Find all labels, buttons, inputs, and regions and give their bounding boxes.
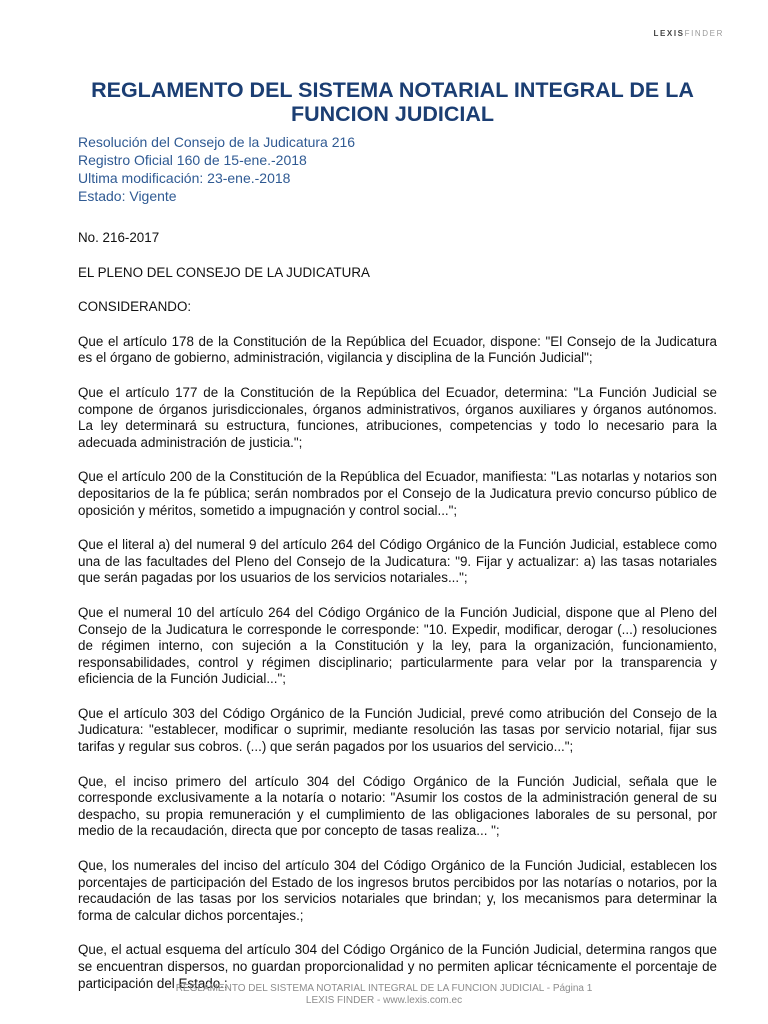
logo-bold-text: LEXIS (653, 29, 685, 38)
paragraph: Que el literal a) del numeral 9 del artículo 264 del Código Orgánico de la Función Judicial, establece como una de las facultades del Pleno del Consejo de la Judicatura: "9. Fijar y actualizar: a) las tasas notariales que serán pagadas por los usuarios de los servicios notariales..."; (78, 537, 717, 586)
paragraph: Que el artículo 200 de la Constitución de la República del Ecuador, manifiesta: "Las notarlas y notarios son depositarios de la fe pública; serán nombrados por el Consejo de la Judicatura previo concurso público de oposición y méritos, sometido a impugnación y control social..."; (78, 469, 717, 518)
considerando-heading: CONSIDERANDO: (78, 299, 192, 315)
paragraph: Que, el actual esquema del artículo 304 del Código Orgánico de la Función Judicial, determina rangos que se encuentran dispersos, no guardan proporcionalidad y no permiten aplicar técnicamente el porcentaje de participación del Estado.; (78, 942, 717, 991)
paragraph: Que el numeral 10 del artículo 264 del Código Orgánico de la Función Judicial, dispone que al Pleno del Consejo de la Judicatura le corresponde le corresponde: "10. Expedir, modificar, derogar (...) resoluciones de régimen interno, con sujeción a la Constitución y la ley, para la organización, funcionamiento, responsabilidades, control y régimen disciplinario; particularmente para velar por la transparencia y eficiencia de la Función Judicial..."; (78, 604, 717, 687)
document-body (78, 230, 717, 1010)
meta-registro-oficial: Registro Oficial 160 de 15-ene.-2018 (78, 152, 307, 168)
logo-light-text: FINDER (684, 29, 724, 38)
paragraph: Que el artículo 303 del Código Orgánico de la Función Judicial, prevé como atribución del Consejo de la Judicatura: "establecer, modificar o suprimir, mediante resolución las tasas por servicio notarial, fijar sus tarifas y regular sus cobros. (...) que serán pagados por los usuarios del servicio..."; (78, 705, 717, 755)
resolution-number: No. 216-2017 (78, 230, 160, 245)
page-footer (0, 983, 768, 1007)
meta-resolution: Resolución del Consejo de la Judicatura 216 (78, 134, 356, 150)
paragraph: Que, los numerales del inciso del artículo 304 del Código Orgánico de la Función Judicial, establecen los porcentajes de participación del Estado de los ingresos brutos percibidos por las notarías o notarios, por la recaudación de las tasas por los servicios notariales que brindan; y, los mecanismos para determinar la forma de calcular dichos porcentajes.; (78, 858, 717, 923)
lexis-finder-logo (653, 29, 724, 38)
footer-title-page: REGLAMENTO DEL SISTEMA NOTARIAL INTEGRAL DE LA FUNCION JUDICIAL - Página 1 (175, 983, 593, 994)
document-metadata (78, 133, 355, 205)
paragraph: Que el artículo 178 de la Constitución de la República del Ecuador, dispone: "El Consejo de la Judicatura es el órgano de gobierno, administración, vigilancia y disciplina de la Función Judicial"; (78, 333, 717, 366)
paragraph: Que, el inciso primero del artículo 304 del Código Orgánico de la Función Judicial, señala que le corresponde exclusivamente a la notaría o notario: "Asumir los costos de la administración general de su despacho, su propia remuneración y el cumplimiento de las obligaciones laborales de su personal, por medio de la recaudación, directa que por concepto de tasas realiza... "; (78, 773, 717, 839)
paragraph: Que el artículo 177 de la Constitución de la República del Ecuador, determina: "La Función Judicial se compone de órganos jurisdiccionales, órganos administrativos, órganos auxiliares y órganos autónomos. La ley determinará su estructura, funciones, atribuciones, competencias y todo lo necesario para la adecuada administración de justicia."; (78, 384, 717, 450)
document-title: REGLAMENTO DEL SISTEMA NOTARIAL INTEGRAL DE LA FUNCION JUDICIAL (91, 78, 694, 126)
issuing-body: EL PLENO DEL CONSEJO DE LA JUDICATURA (78, 264, 370, 280)
meta-status: Estado: Vigente (78, 188, 177, 204)
meta-last-modified: Ultima modificación: 23-ene.-2018 (78, 170, 291, 186)
footer-source: LEXIS FINDER - www.lexis.com.ec (305, 995, 463, 1006)
